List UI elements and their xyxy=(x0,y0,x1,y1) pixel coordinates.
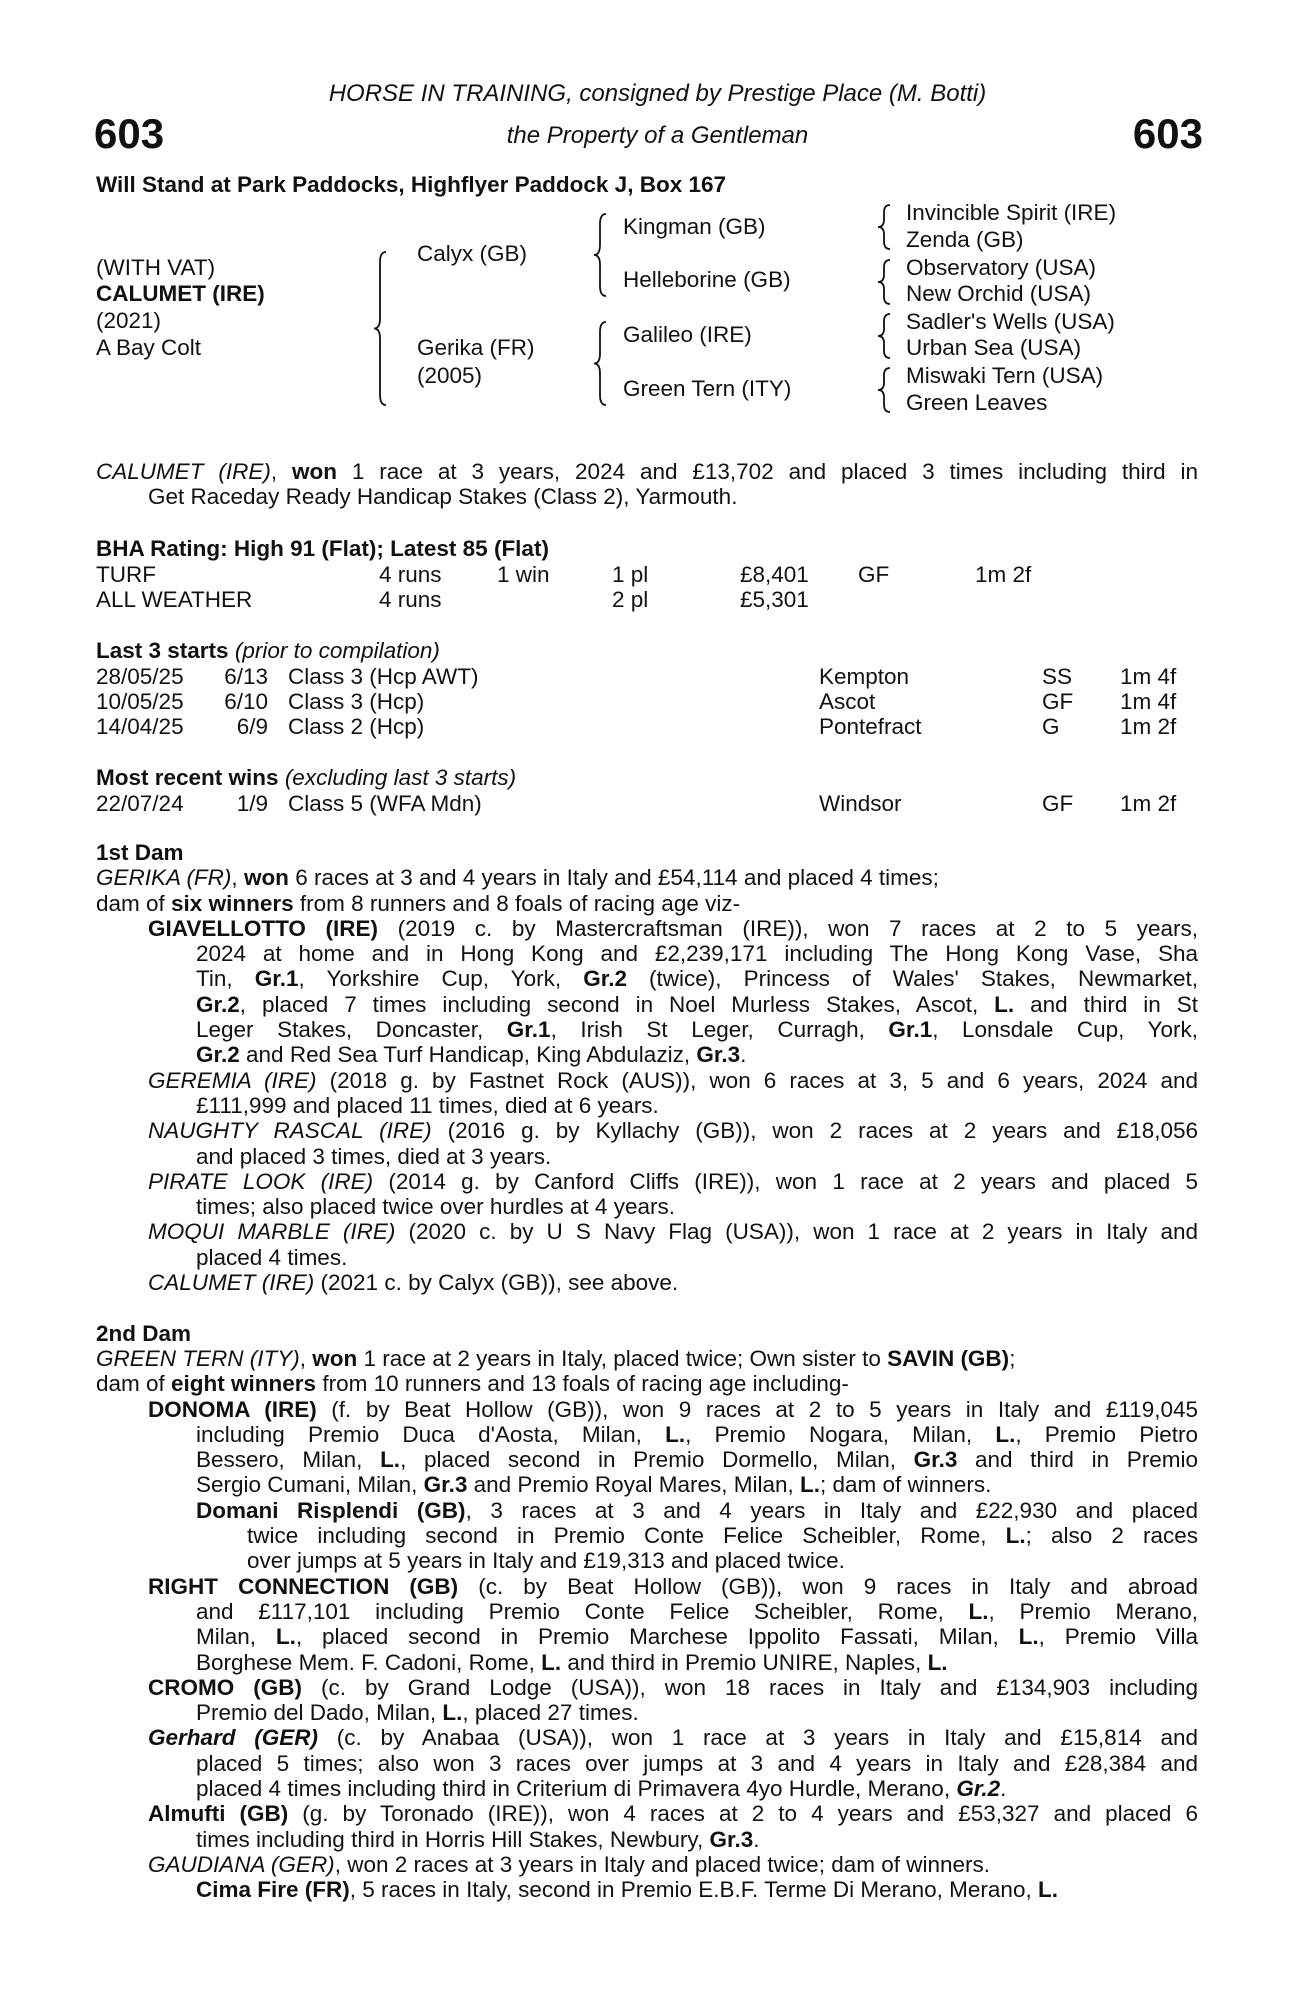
race-course: Ascot xyxy=(819,689,876,714)
race-row xyxy=(96,689,1196,714)
race-position: 6/13 xyxy=(224,664,268,689)
gen3-ancestor: Sadler's Wells (USA) xyxy=(906,309,1115,334)
race-date: 28/05/25 xyxy=(96,664,184,689)
text: , xyxy=(270,459,292,484)
entry-continuation xyxy=(196,1827,1198,1852)
race-date: 14/04/25 xyxy=(96,714,184,739)
text: placed 4 times including third in Criterium di Primavera 4yo Hurdle, Merano, xyxy=(196,1775,957,1801)
text: , Lonsdale Cup, York, xyxy=(932,1017,1198,1043)
entry-continuation xyxy=(196,1472,1198,1497)
text: and third in Premio UNIRE, Naples, xyxy=(561,1649,928,1675)
bold-text: L. xyxy=(1005,1523,1026,1549)
bold-text: won xyxy=(312,1345,358,1371)
entry-line xyxy=(148,1801,1198,1826)
text: . xyxy=(1000,1775,1007,1801)
race-going: GF xyxy=(1042,689,1074,714)
bha-row xyxy=(96,562,1196,587)
entry-continuation xyxy=(247,1523,1198,1548)
text: , xyxy=(299,1345,313,1371)
gen3-ancestor: Invincible Spirit (IRE) xyxy=(906,200,1117,225)
entry-line xyxy=(196,1498,1198,1523)
dam-family xyxy=(0,840,1315,1902)
bold-text: SAVIN (GB) xyxy=(887,1345,1010,1371)
text: and third in Premio xyxy=(957,1447,1198,1473)
entry-line xyxy=(96,891,1198,916)
bha-placed: 1 pl xyxy=(612,562,649,587)
entry-line xyxy=(96,865,1198,890)
text: and third in St xyxy=(1014,991,1198,1017)
bold-text: L. xyxy=(968,1598,989,1624)
bold-text: Gr.2 xyxy=(956,1775,1001,1801)
race-class: Class 2 (Hcp) xyxy=(288,714,425,739)
race-distance: 1m 2f xyxy=(1120,791,1177,816)
text: dam of xyxy=(96,890,172,916)
horse-vat: (WITH VAT) xyxy=(96,255,216,280)
entry-continuation xyxy=(196,1017,1198,1042)
text: from 8 runners and 8 foals of racing age viz- xyxy=(293,890,741,916)
bold-text: L. xyxy=(994,991,1015,1017)
dam: Gerika (FR) xyxy=(417,335,535,360)
text: (c. by Grand Lodge (USA)), won 18 races in Italy and £134,903 including xyxy=(301,1674,1198,1700)
text: (g. by Toronado (IRE)), won 4 races at 2 to 4 years and £53,327 and placed 6 xyxy=(288,1801,1198,1827)
text: including Premio Duca d'Aosta, Milan, xyxy=(196,1421,666,1447)
italic-text: GREEN TERN (ITY) xyxy=(96,1345,300,1371)
text: (2016 g. by Kyllachy (GB)), won 2 races at 2 years and £18,056 xyxy=(431,1118,1198,1144)
sire: Calyx (GB) xyxy=(417,241,528,266)
bha-runs: 4 runs xyxy=(379,587,442,612)
bha-wins: 1 win xyxy=(497,562,550,587)
text: , placed second in Premio Marchese Ippolito Fassati, Milan, xyxy=(295,1624,1019,1650)
gen3-ancestor: Urban Sea (USA) xyxy=(906,335,1082,360)
bold-text: Gr.3 xyxy=(913,1447,958,1473)
text: Leger Stakes, Doncaster, xyxy=(196,1017,507,1043)
entry-line xyxy=(196,1877,1198,1902)
text: £111,999 and placed 11 times, died at 6 years. xyxy=(196,1092,659,1118)
race-row xyxy=(96,664,1196,689)
race-going: SS xyxy=(1042,664,1073,689)
bha-row xyxy=(96,587,1196,612)
bold-text: L. xyxy=(665,1421,686,1447)
race-course: Kempton xyxy=(819,664,910,689)
entry-line xyxy=(96,1346,1198,1371)
bold-text: won xyxy=(243,865,289,891)
recent-wins-heading xyxy=(96,765,516,790)
text: ; xyxy=(1009,1345,1016,1371)
bold-text: L. xyxy=(275,1624,296,1650)
italic-text: CALUMET (IRE) xyxy=(148,1270,315,1296)
entry-line xyxy=(148,1169,1198,1194)
text: 6 races at 3 and 4 years in Italy and £54,114 and placed 4 times; xyxy=(288,865,939,891)
race-class: Class 3 (Hcp) xyxy=(288,689,425,714)
text: , 5 races in Italy, second in Premio E.B.F. Terme Di Merano, Merano, xyxy=(349,1877,1038,1903)
text: and Red Sea Turf Handicap, King Abdulaziz, xyxy=(239,1042,697,1068)
text: (2018 g. by Fastnet Rock (AUS)), won 6 races at 3, 5 and 6 years, 2024 and xyxy=(316,1067,1198,1093)
bold-text: Gerhard (GER) xyxy=(148,1725,318,1751)
italic-text: MOQUI MARBLE (IRE) xyxy=(148,1219,396,1245)
gen3-ancestor: Zenda (GB) xyxy=(906,227,1024,252)
italic-text: GAUDIANA (GER) xyxy=(148,1851,335,1877)
text: over jumps at 5 years in Italy and £19,313 and placed twice. xyxy=(247,1548,845,1574)
text: (2019 c. by Mastercraftsman (IRE)), won 7 races at 2 to 5 years, xyxy=(378,915,1198,941)
text: Get Raceday Ready Handicap Stakes (Class 2), Yarmouth. xyxy=(148,484,738,510)
text: and £117,101 including Premio Conte Felice Scheibler, Rome, xyxy=(196,1598,969,1624)
bold-text: Gr.3 xyxy=(423,1472,468,1498)
text: , xyxy=(231,865,244,891)
section-heading: 2nd Dam xyxy=(96,1320,192,1346)
last-starts-title: Last 3 starts xyxy=(96,638,229,663)
bold-text: won xyxy=(292,459,337,484)
race-course: Windsor xyxy=(819,791,902,816)
italic-text: GERIKA (FR) xyxy=(96,865,232,891)
gen3-ancestor: Miswaki Tern (USA) xyxy=(906,363,1104,388)
lot-number-right: 603 xyxy=(1132,110,1203,157)
bold-text: Domani Risplendi (GB) xyxy=(196,1497,466,1523)
text: from 10 runners and 13 foals of racing age including- xyxy=(316,1371,849,1397)
bha-placed: 2 pl xyxy=(612,587,649,612)
entry-continuation xyxy=(196,1144,1198,1169)
bha-runs: 4 runs xyxy=(379,562,442,587)
bold-text: RIGHT CONNECTION (GB) xyxy=(148,1573,459,1599)
horse-description: A Bay Colt xyxy=(96,335,202,360)
bold-text: GIAVELLOTTO (IRE) xyxy=(148,915,379,941)
text: , Premio Villa xyxy=(1038,1624,1198,1650)
dam-dam: Green Tern (ITY) xyxy=(623,376,792,401)
entry-continuation xyxy=(196,1245,1198,1270)
brace-icon xyxy=(878,205,890,249)
entry-line xyxy=(96,1371,1198,1396)
bold-text: L. xyxy=(995,1421,1016,1447)
bold-text: L. xyxy=(927,1649,948,1675)
bold-text: eight winners xyxy=(171,1371,317,1397)
text: Premio del Dado, Milan, xyxy=(196,1700,443,1726)
race-distance: 1m 4f xyxy=(1120,689,1177,714)
text: , Yorkshire Cup, York, xyxy=(298,966,584,992)
race-date: 10/05/25 xyxy=(96,689,184,714)
entry-line xyxy=(148,1852,1198,1877)
brace-icon xyxy=(878,260,890,304)
entry-continuation xyxy=(196,1042,1198,1067)
text: placed 5 times; also won 3 races over jumps at 3 and 4 years in Italy and £28,384 and xyxy=(196,1750,1198,1776)
bold-text: Gr.3 xyxy=(709,1826,754,1852)
entry-continuation xyxy=(196,1599,1198,1624)
gen3-ancestor: New Orchid (USA) xyxy=(906,281,1092,306)
text: Sergio Cumani, Milan, xyxy=(196,1472,424,1498)
text: . xyxy=(740,1042,747,1068)
gen3-ancestor: Observatory (USA) xyxy=(906,255,1097,280)
text: times; also placed twice over hurdles at 4 years. xyxy=(196,1194,675,1220)
consignment-line: HORSE IN TRAINING, consigned by Prestige Place (M. Botti) xyxy=(328,80,987,107)
race-course: Pontefract xyxy=(819,714,922,739)
text: 1 race at 3 years, 2024 and £13,702 and placed 3 times including third in xyxy=(337,459,1198,484)
entry-continuation xyxy=(196,1624,1198,1649)
text: ; also 2 races xyxy=(1025,1523,1198,1549)
last-starts-heading xyxy=(96,638,440,663)
bold-text: L. xyxy=(380,1447,401,1473)
text: , Irish St Leger, Curragh, xyxy=(550,1017,889,1043)
text: ; dam of winners. xyxy=(820,1472,992,1498)
text: (2020 c. by U S Navy Flag (USA)), won 1 race at 2 years in Italy and xyxy=(395,1219,1198,1245)
entry-continuation xyxy=(196,1194,1198,1219)
recent-wins-title: Most recent wins xyxy=(96,765,279,790)
gen3-ancestor: Green Leaves xyxy=(906,390,1048,415)
bold-text: Gr.2 xyxy=(196,991,240,1017)
entry-line xyxy=(148,1219,1198,1244)
section-heading: 1st Dam xyxy=(96,840,184,865)
bha-distance: 1m 2f xyxy=(975,562,1032,587)
text: (2014 g. by Canford Cliffs (IRE)), won 1 race at 2 years and placed 5 xyxy=(373,1168,1198,1194)
italic-text: CALUMET (IRE) xyxy=(96,459,271,484)
italic-text: PIRATE LOOK (IRE) xyxy=(148,1168,374,1194)
entry-continuation xyxy=(196,1422,1198,1447)
race-position: 1/9 xyxy=(236,791,268,816)
race-position: 6/9 xyxy=(236,714,268,739)
sire-dam: Helleborine (GB) xyxy=(623,267,791,292)
text: . xyxy=(753,1826,760,1852)
bold-text: L. xyxy=(541,1649,562,1675)
entry-continuation xyxy=(196,1700,1198,1725)
text: , Premio Nogara, Milan, xyxy=(685,1421,996,1447)
text: dam of xyxy=(96,1371,172,1397)
race-class: Class 3 (Hcp AWT) xyxy=(288,664,479,689)
bold-text: Cima Fire (FR) xyxy=(196,1877,350,1903)
text: 1 race at 2 years in Italy, placed twice; Own sister to xyxy=(357,1345,888,1371)
bha-surface: TURF xyxy=(96,562,156,587)
bold-text: Almufti (GB) xyxy=(148,1801,289,1827)
brace-icon xyxy=(878,368,890,412)
bha-going: GF xyxy=(858,562,890,587)
horse-name: CALUMET (IRE) xyxy=(96,281,265,306)
entry-continuation xyxy=(196,1751,1198,1776)
race-date: 22/07/24 xyxy=(96,791,184,816)
dam-year: (2005) xyxy=(417,363,483,388)
bold-text: CROMO (GB) xyxy=(148,1674,302,1700)
text: , won 2 races at 3 years in Italy and placed twice; dam of winners. xyxy=(334,1851,991,1877)
bold-text: DONOMA (IRE) xyxy=(148,1396,317,1422)
text: , placed second in Premio Dormello, Milan, xyxy=(400,1447,914,1473)
brace-icon xyxy=(594,322,606,405)
race-distance: 1m 2f xyxy=(1120,714,1177,739)
lot-number-left: 603 xyxy=(94,110,165,157)
brace-icon xyxy=(594,214,606,296)
recent-wins-note: (excluding last 3 starts) xyxy=(284,765,517,790)
race-position: 6/10 xyxy=(224,689,268,714)
sire-sire: Kingman (GB) xyxy=(623,214,766,239)
entry-continuation xyxy=(196,992,1198,1017)
stand-location: Will Stand at Park Paddocks, Highflyer Paddock J, Box 167 xyxy=(96,172,726,197)
bold-text: Gr.1 xyxy=(506,1017,551,1043)
text: Milan, xyxy=(196,1624,276,1650)
text: Borghese Mem. F. Cadoni, Rome, xyxy=(196,1649,542,1675)
italic-text: GEREMIA (IRE) xyxy=(148,1067,317,1093)
brace-icon xyxy=(878,314,890,358)
text: (2021 c. by Calyx (GB)), see above. xyxy=(314,1270,679,1296)
text: times including third in Horris Hill Stakes, Newbury, xyxy=(196,1826,710,1852)
bold-text: L. xyxy=(800,1472,820,1498)
entry-continuation xyxy=(196,966,1198,991)
entry-line xyxy=(148,1725,1198,1750)
entry-line xyxy=(148,1068,1198,1093)
entry-line xyxy=(148,916,1198,941)
text: , Premio Pietro xyxy=(1015,1421,1198,1447)
bold-text: Gr.1 xyxy=(888,1017,933,1043)
race-summary xyxy=(0,459,1315,510)
italic-text: NAUGHTY RASCAL (IRE) xyxy=(148,1118,432,1144)
text: (c. by Beat Hollow (GB)), won 9 races in Italy and abroad xyxy=(458,1573,1198,1599)
bha-rating-heading: BHA Rating: High 91 (Flat); Latest 85 (Flat) xyxy=(96,536,549,561)
brace-icon xyxy=(374,252,386,405)
entry-continuation xyxy=(196,1093,1198,1118)
text: (f. by Beat Hollow (GB)), won 9 races at 2 to 5 years in Italy and £119,045 xyxy=(316,1396,1198,1422)
bold-text: Gr.1 xyxy=(254,966,299,992)
text: , Premio Merano, xyxy=(988,1598,1199,1624)
bold-text: Gr.2 xyxy=(583,966,627,992)
entry-continuation xyxy=(148,484,1198,509)
bold-text: L. xyxy=(1018,1624,1039,1650)
bold-text: L. xyxy=(1037,1877,1058,1903)
entry-continuation xyxy=(196,1776,1198,1801)
entry-line xyxy=(148,1397,1198,1422)
bold-text: Gr.3 xyxy=(696,1042,741,1068)
entry-line xyxy=(148,1675,1198,1700)
text: (twice), Princess of Wales' Stakes, Newmarket, xyxy=(626,966,1198,992)
entry-continuation xyxy=(196,1650,1198,1675)
text: and Premio Royal Mares, Milan, xyxy=(467,1472,800,1498)
entry-line xyxy=(148,1574,1198,1599)
dam-sire: Galileo (IRE) xyxy=(623,322,752,347)
text: (c. by Anabaa (USA)), won 1 race at 3 years in Italy and £15,814 and xyxy=(318,1725,1198,1751)
race-going: G xyxy=(1042,714,1060,739)
text: , 3 races at 3 and 4 years in Italy and £22,930 and placed xyxy=(465,1497,1198,1523)
property-line: the Property of a Gentleman xyxy=(506,122,809,149)
bha-prize: £8,401 xyxy=(740,562,809,587)
text: twice including second in Premio Conte Felice Scheibler, Rome, xyxy=(247,1523,1006,1549)
race-going: GF xyxy=(1042,791,1074,816)
entry-continuation xyxy=(196,941,1198,966)
text: 2024 at home and in Hong Kong and £2,239,171 including The Hong Kong Vase, Sha xyxy=(196,941,1198,967)
horse-year: (2021) xyxy=(96,308,162,333)
bold-text: L. xyxy=(442,1700,463,1726)
entry-line xyxy=(148,1118,1198,1143)
race-class: Class 5 (WFA Mdn) xyxy=(288,791,482,816)
race-row xyxy=(96,791,1196,816)
bha-prize: £5,301 xyxy=(740,587,809,612)
entry-line xyxy=(148,1270,1198,1295)
bha-surface: ALL WEATHER xyxy=(96,587,253,612)
race-distance: 1m 4f xyxy=(1120,664,1177,689)
last-starts-note: (prior to compilation) xyxy=(234,638,440,663)
text: Bessero, Milan, xyxy=(196,1447,381,1473)
entry-line xyxy=(96,459,1198,484)
text: , placed 7 times including second in Noel Murless Stakes, Ascot, xyxy=(239,991,995,1017)
text: Tin, xyxy=(196,966,255,992)
text: and placed 3 times, died at 3 years. xyxy=(196,1143,552,1169)
bold-text: six winners xyxy=(171,890,294,916)
entry-continuation xyxy=(247,1548,1198,1573)
spacer xyxy=(0,1295,1315,1320)
text: , placed 27 times. xyxy=(462,1700,639,1726)
text: placed 4 times. xyxy=(196,1244,348,1270)
bold-text: Gr.2 xyxy=(196,1042,240,1068)
entry-continuation xyxy=(196,1447,1198,1472)
race-row xyxy=(96,714,1196,739)
